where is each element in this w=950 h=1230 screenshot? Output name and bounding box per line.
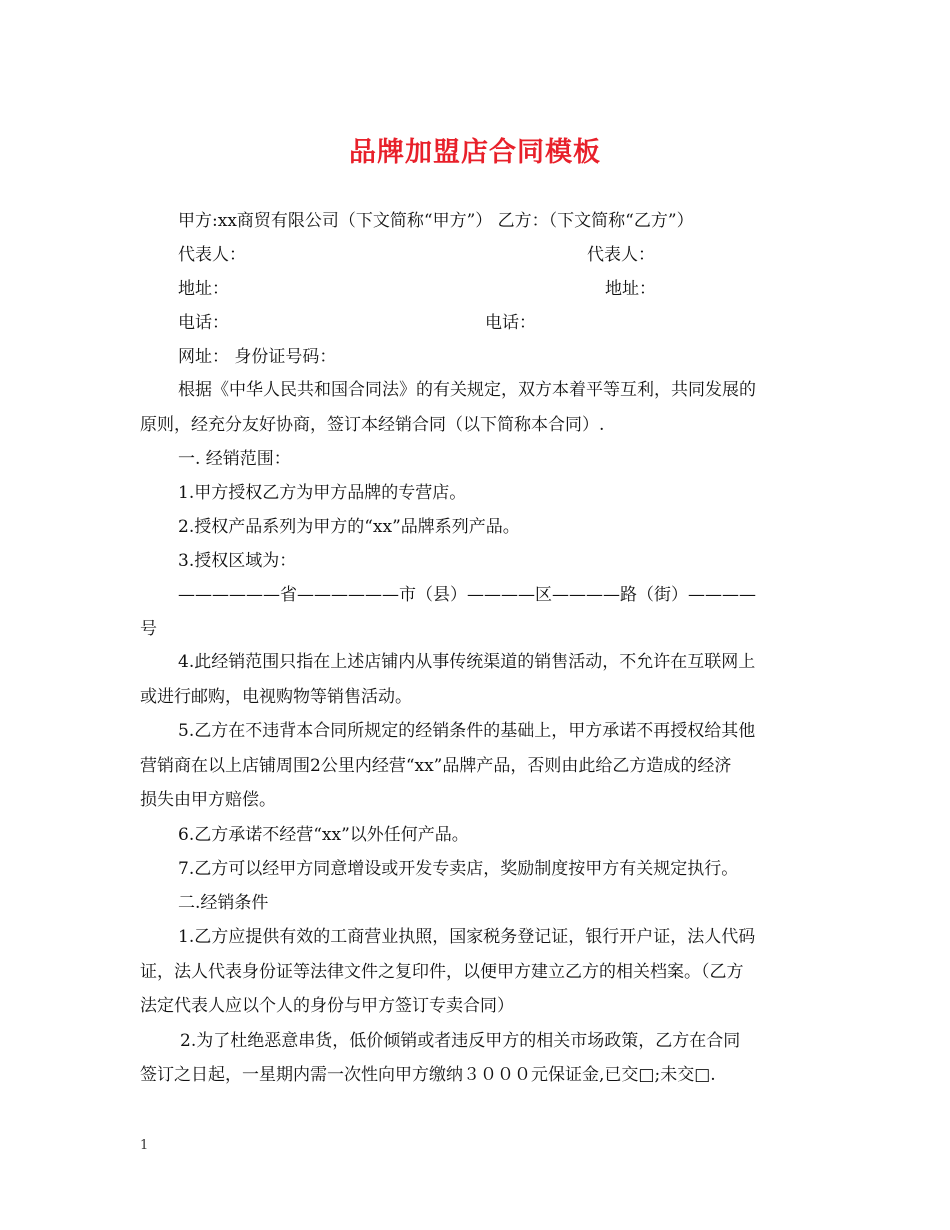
clause-text: 1.乙方应提供有效的工商营业执照，国家税务登记证，银行开户证，法人代码 (178, 927, 756, 947)
clause-text: 损失由甲方赔偿。 (140, 790, 276, 810)
clause-text: 5.乙方在不违背本合同所规定的经销条件的基础上，甲方承诺不再授权给其他 (178, 721, 756, 741)
party-a-address: 地址： (178, 279, 229, 299)
party-a-representative: 代表人： (178, 245, 246, 265)
section-heading: 一. 经销范围： (178, 449, 291, 469)
clause-text: 7.乙方可以经甲方同意增设或开发专卖店，奖励制度按甲方有关规定执行。 (178, 859, 739, 879)
party-a-phone: 电话： (178, 313, 229, 333)
clause-text: 3.授权区域为： (178, 551, 297, 571)
clause-text: 签订之日起，一星期内需一次性向甲方缴纳３０００元保证金,已交□;未交□. (140, 1065, 716, 1085)
clause-text: 证，法人代表身份证等法律文件之复印件，以便甲方建立乙方的相关档案。（乙方 (140, 962, 744, 982)
clause-text: 4.此经销范围只指在上述店铺内从事传统渠道的销售活动，不允许在互联网上 (178, 652, 756, 672)
section-heading: 二.经销条件 (178, 893, 269, 913)
page-number: 1 (140, 1138, 149, 1153)
clause-text: 法定代表人应以个人的身份与甲方签订专卖合同） (140, 996, 514, 1016)
clause-text: 2.为了杜绝恶意串货，低价倾销或者违反甲方的相关市场政策，乙方在合同 (180, 1031, 741, 1051)
address-blank-line: ——————省——————市（县）————区————路（街）———— (178, 585, 756, 605)
website-id-line: 网址： 身份证号码： (178, 347, 337, 367)
clause-text: 营销商在以上店铺周围2公里内经营“xx”品牌产品，否则由此给乙方造成的经济 (140, 756, 732, 776)
intro-paragraph-line: 根据《中华人民共和国合同法》的有关规定，双方本着平等互利，共同发展的 (178, 380, 756, 400)
party-b-phone: 电话： (485, 313, 536, 333)
party-b-representative: 代表人： (587, 245, 655, 265)
address-blank-line-end: 号 (140, 619, 157, 639)
clause-text: 1.甲方授权乙方为甲方品牌的专营店。 (178, 483, 467, 503)
parties-line: 甲方:xx商贸有限公司（下文简称“甲方”） 乙方：（下文简称“乙方”） (178, 211, 694, 231)
clause-text: 或进行邮购，电视购物等销售活动。 (140, 687, 412, 707)
clause-text: 6.乙方承诺不经营“xx”以外任何产品。 (178, 825, 469, 845)
intro-paragraph-line: 原则，经充分友好协商，签订本经销合同（以下简称本合同）. (140, 415, 605, 435)
party-b-address: 地址： (605, 279, 656, 299)
clause-text: 2.授权产品系列为甲方的“xx”品牌系列产品。 (178, 517, 520, 537)
document-title: 品牌加盟店合同模板 (349, 137, 601, 168)
